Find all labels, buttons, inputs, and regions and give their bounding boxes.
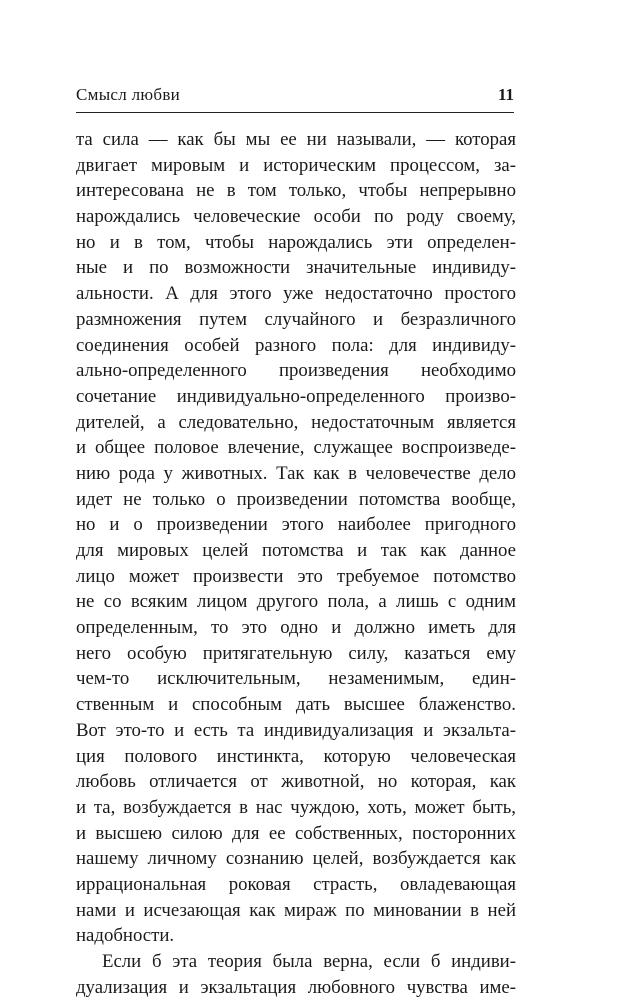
text-line: определенным, то это одно и должно иметь для xyxy=(76,617,516,639)
body-text xyxy=(76,127,516,1000)
text-line: для мировых целей потомства и так как данное xyxy=(76,540,516,561)
text-line: дителей, а следовательно, недостаточным является xyxy=(76,411,516,433)
text-line: иррациональная роковая страсть, овладевающая xyxy=(76,873,516,895)
text-line: ственным и способным дать высшее блаженство. xyxy=(76,694,516,716)
text-line: любовь отличается от животной, но которая, как xyxy=(76,771,516,793)
text-line: дуализация и экзальтация любовного чувства име- xyxy=(76,976,516,998)
text-line: но и в том, чтобы нарождались эти определен- xyxy=(76,231,516,253)
text-line: та сила — как бы мы ее ни называли, — которая xyxy=(76,129,516,150)
text-line: соединения особей разного пола: для индивиду- xyxy=(76,334,516,356)
paragraph-end-line: надобности. xyxy=(76,925,175,947)
paragraph-start-line: Если б эта теория была верна, если б индиви- xyxy=(102,951,516,972)
text-line: но и о произведении этого наиболее пригодного xyxy=(76,514,516,536)
text-line: ция полового инстинкта, которую человеческая xyxy=(76,745,516,767)
text-line: ально-определенного произведения необходимо xyxy=(76,360,516,382)
text-line: чем-то исключительным, незаменимым, един- xyxy=(76,668,516,690)
text-line: интересована не в том только, чтобы непрерывно xyxy=(76,180,516,202)
text-line: лицо может произвести это требуемое потомство xyxy=(76,565,516,587)
text-line: альности. А для этого уже недостаточно простого xyxy=(76,283,516,305)
running-title: Смысл любви xyxy=(76,85,181,104)
text-line: и общее половое влечение, служащее воспроизведе- xyxy=(76,437,516,459)
text-line: и высшею силою для ее собственных, посторонних xyxy=(76,822,516,844)
text-line: нами и исчезающая как мираж по миновании в ней xyxy=(76,899,516,921)
page-number: 11 xyxy=(497,85,514,104)
running-head xyxy=(76,84,514,106)
text-line: него особую притягательную силу, казаться ему xyxy=(76,642,516,664)
text-line: двигает мировым и историческим процессом, за- xyxy=(76,154,516,176)
text-line: ные и по возможности значительные индивиду- xyxy=(76,257,516,279)
text-line: размножения путем случайного и безразличного xyxy=(76,308,516,330)
text-line: идет не только о произведении потомства вообще, xyxy=(76,488,516,510)
text-line: не со всяким лицом другого пола, а лишь с одним xyxy=(76,591,516,613)
text-line: Вот это-то и есть та индивидуализация и экзальта- xyxy=(76,719,516,741)
header-rule xyxy=(76,112,514,113)
text-line: нашему личному сознанию целей, возбуждается как xyxy=(76,848,516,870)
text-line: сочетание индивидуально-определенного произво- xyxy=(76,385,516,407)
text-line: и та, возбуждается в нас чуждою, хоть, может быть, xyxy=(76,796,516,818)
text-line: нию рода у животных. Так как в человечестве дело xyxy=(76,462,516,484)
text-line: нарождались человеческие особи по роду своему, xyxy=(76,206,516,228)
